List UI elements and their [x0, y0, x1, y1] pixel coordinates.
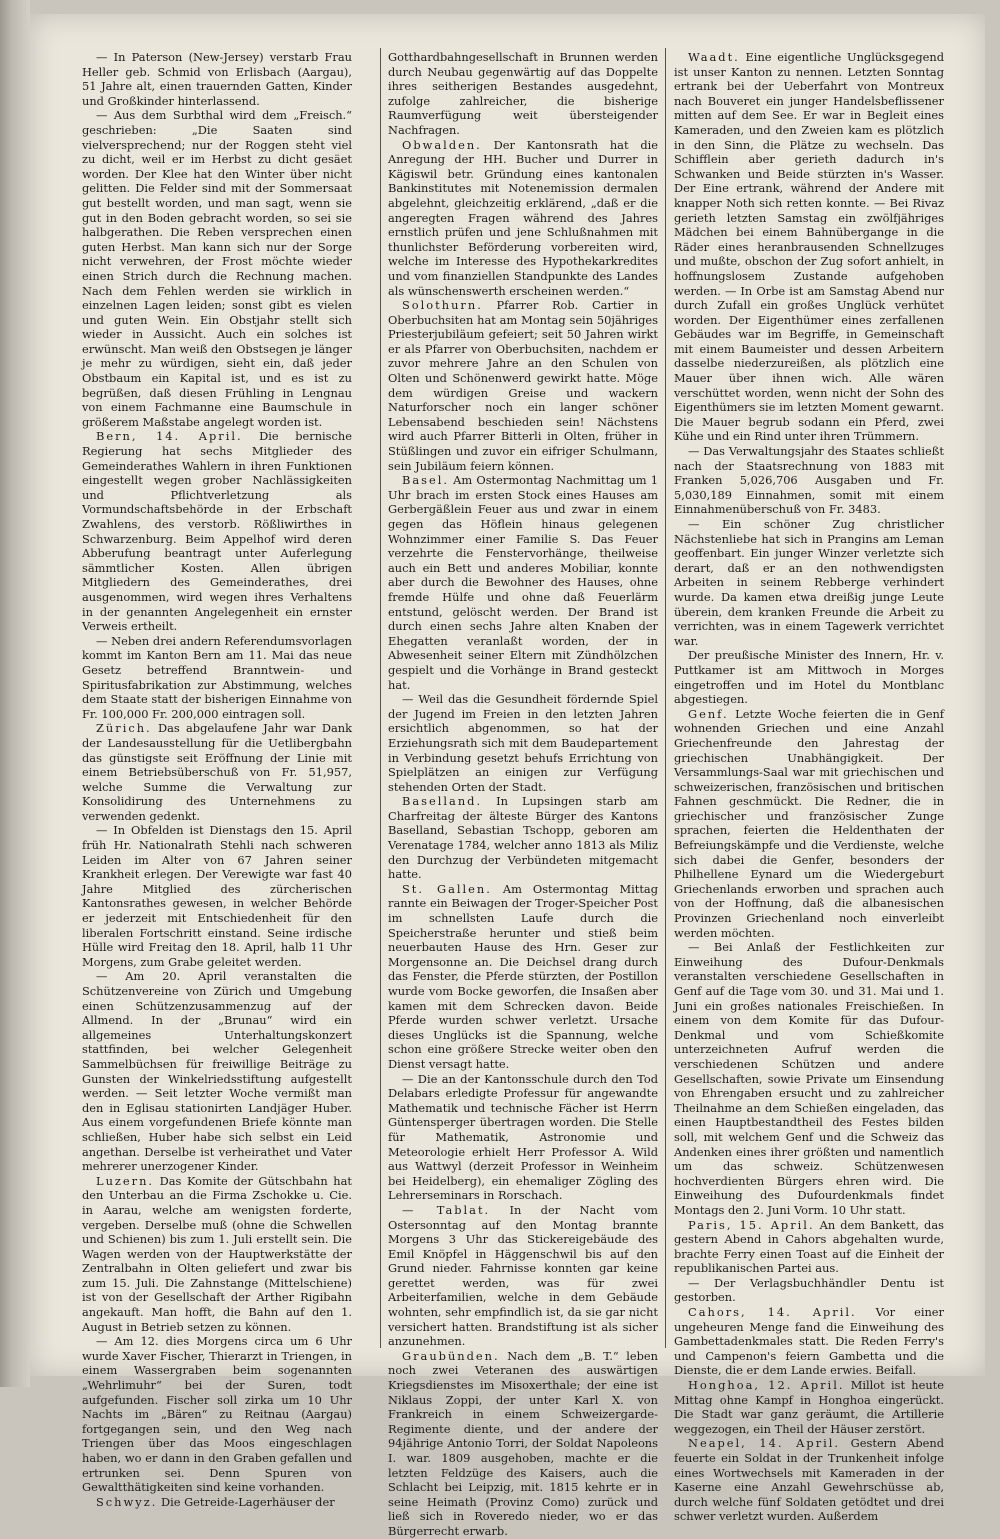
- dateline: Waadt.: [688, 50, 740, 64]
- article-text: Gestern Abend feuerte ein Soldat in der Trunkenheit infolge eines Wortwechsels mit Kameraden in der Kaserne eine Anzahl Gewehrschüsse ab, durch welche fünf Soldaten getödtet und drei schwer verletzt wurden. Außerdem: [674, 1436, 944, 1524]
- article-paragraph: [674, 1305, 944, 1378]
- article-paragraph: [82, 50, 352, 108]
- article-paragraph: [388, 692, 658, 794]
- article-text: — Am 20. April veranstalten die Schützenvereine von Zürich und Umgebung einen Schützenzusammenzug auf der Allmend. In der „Brunau“ wird ein allgemeines Unterhaltungskonzert stattfinden, bei welcher Gelegenheit Sammelbüchsen für freiwillige Beiträge zu Gunsten der Winkelriedsstiftung aufgestellt werden. — Seit letzter Woche vermißt man den in Eglisau stationirten Landjäger Huber. Aus einem vorgefundenen Briefe könnte man schließen, Huber habe sich selbst ein Leid angethan. Derselbe ist verheirathet und Vater mehrerer unerzogener Kinder.: [82, 969, 352, 1174]
- article-text: Das Komite der Gütschbahn hat den Unterbau an die Firma Zschokke u. Cie. in Aarau, welche am wenigsten forderte, vergeben. Derselbe muß (ohne die Schwellen und Schienen) bis zum 1. Juli erstellt sein. Die Wagen werden von der Hauptwerkstätte der Zentralbahn in Olten geliefert und zwar bis zum 15. Juli. Die Zahnstange (Mittelschiene) ist von der Gesellschaft der Arther Rigibahn angekauft. Man hofft, die Bahn auf den 1. August in Betrieb setzen zu können.: [82, 1173, 352, 1334]
- article-text: Der preußische Minister des Innern, Hr. v. Puttkamer ist am Mittwoch in Morges eingetroffen und im Hotel du Montblanc abgestiegen.: [674, 648, 944, 707]
- article-paragraph: [674, 517, 944, 648]
- dateline: Obwalden.: [402, 137, 482, 152]
- article-text: Eine eigentliche Unglücksgegend ist unser Kanton zu nennen. Letzten Sonntag ertrank bei der Ueberfahrt von Montreux nach Bouveret ein junger Handelsbeflissener mitten auf dem See. Er war in Begleit eines Kameraden, und den Zweien kam es plötzlich in den Sinn, die Plätze zu wechseln. Das Schifflein aber gerieth dadurch in's Schwanken und Beide stürzten in's Wasser. Der Eine ertrank, während der Andere mit knapper Noth sich retten konnte. — Bei Rivaz gerieth letzten Samstag ein zwölfjähriges Mädchen bei einem Bahnübergange in die Räder eines heranbrausenden Schnellzuges und mußte, obschon der Zug sofort anhielt, in hoffnungslosem Zustande aufgehoben werden. — In Orbe ist am Samstag Abend nur durch Zufall ein großes Unglück verhütet worden. Der Eigenthümer eines zerfallenen Gebäudes war im Begriffe, in Gemeinschaft mit einem Baumeister und dessen Arbeitern dasselbe niederzureißen, als plötzlich eine Mauer über ihnen wich. Alle wären verschüttet worden, wenn nicht der Sohn des Eigenthümers sie im letzten Moment gewarnt. Die Mauer begrub sodann ein Pferd, zwei Kühe und ein Rind unter ihren Trümmern.: [674, 50, 944, 444]
- article-paragraph: [388, 298, 658, 473]
- article-text: An dem Bankett, das gestern Abend in Cahors abgehalten wurde, brachte Ferry einen Toast auf die Einheit der republikanischen Partei aus.: [674, 1217, 944, 1276]
- article-paragraph: [388, 50, 658, 138]
- article-paragraph: [388, 473, 658, 692]
- article-text: — Neben drei andern Referendumsvorlagen kommt im Kanton Bern am 11. Mai das neue Gesetz betreffend Branntwein- und Spiritusfabrikation zur Abstimmung, welches dem Staate statt der bisherigen Einnahme von Fr. 100,000 Fr. 200,000 eintragen soll.: [82, 633, 352, 721]
- article-paragraph: [388, 882, 658, 1072]
- article-text: Nach dem „B. T.“ leben noch zwei Veteranen des auswärtigen Kriegsdienstes im Misoxerthale; der eine ist Niklaus Zoppi, der unter Karl X. von Frankreich in einem Schweizergarde-Regimente diente, und der andere der 94jährige Antonio Torri, der Soldat Napoleons I. war. 1809 ausgehoben, machte er die letzten Feldzüge des Kaisers, auch die Schlacht bei Leipzig, mit. 1815 kehrte er in seine Heimath (Provinz Como) zurück und ließ sich in Roveredo nieder, wo er das Bürgerrecht erwarb.: [388, 1348, 658, 1538]
- article-paragraph: [82, 108, 352, 429]
- article-text: Das abgelaufene Jahr war Dank der Landesausstellung für die Uetlibergbahn das günstigste seit Eröffnung der Linie mit einem Betriebsüberschuß von Fr. 51,957, welche Summe die Verwaltung zur Konsolidirung des Unternehmens zu verwenden gedenkt.: [82, 721, 352, 823]
- dateline: Luzern.: [96, 1173, 155, 1188]
- article-paragraph: [674, 1276, 944, 1305]
- column-rule: [665, 48, 666, 1348]
- dateline: Schwyz.: [96, 1494, 158, 1509]
- article-paragraph: [82, 1174, 352, 1335]
- column-2: [388, 50, 658, 1538]
- dateline: Cahors, 14. April.: [688, 1305, 857, 1320]
- article-paragraph: [674, 707, 944, 941]
- article-text: — Der Verlagsbuchhändler Dentu ist gestorben.: [674, 1275, 944, 1305]
- article-text: Millot ist heute Mittag ohne Kampf in Honghoa eingerückt. Die Stadt war ganz geräumt, die Artillerie weggezogen, ein Theil der Häuser zerstört.: [674, 1378, 944, 1436]
- article-text: In der Nacht vom Ostersonntag auf den Montag brannte Morgens 3 Uhr das Stickereigebäude des Emil Knöpfel in Häggenschwil bis auf den Grund nieder. Fahrnisse konnten gar keine gerettet werden, was für zwei Arbeiterfamilien, welche in dem Gebäude wohnten, sehr empfindlich ist, da sie gar nicht versichert hatten. Brandstiftung ist als sicher anzunehmen.: [388, 1202, 658, 1349]
- article-text: Die Getreide-Lagerhäuser der: [157, 1494, 335, 1509]
- dateline: Solothurn.: [402, 298, 483, 313]
- article-paragraph: [674, 648, 944, 706]
- article-text: Am Ostermontag Mittag rannte ein Beiwagen der Troger-Speicher Post im schnellsten Laufe durch die Speicherstraße herunter und stieß beim neuerbauten Hause des Hrn. Geser zur Morgensonne an. Die Deichsel drang durch das Fenster, die Pferde stürzten, der Postillon wurde vom Bocke geworfen, die Insaßen aber kamen mit dem Schrecken davon. Beide Pferde wurden schwer verletzt. Ursache dieses Unglücks ist die Spannung, welche schon eine größere Strecke weiter oben den Dienst versagt hatte.: [388, 881, 658, 1071]
- article-paragraph: [674, 444, 944, 517]
- column-rule: [380, 48, 381, 1348]
- article-paragraph: [82, 721, 352, 823]
- article-paragraph: [674, 940, 944, 1217]
- article-paragraph: [82, 1334, 352, 1495]
- article-text: Am Ostermontag Nachmittag um 1 Uhr brach im ersten Stock eines Hauses am Gerbergäßlein Feuer aus und zwar in einem gegen das Höflein hinaus gelegenen Wohnzimmer einer Familie S. Das Feuer verzehrte die Fenstervorhänge, theilweise auch ein Bett und anderes Mobiliar, konnte aber durch die Bewohner des Hauses, ohne fremde Hülfe und ohne daß Feuerlärm entstund, gelöscht werden. Der Brand ist durch einen sechs Jahre alten Knaben der Ehegatten veranlaßt worden, der in Abwesenheit seiner Eltern mit Zündhölzchen gespielt und die Vorhänge in Brand gesteckt hat.: [388, 473, 658, 692]
- column-1: [82, 50, 352, 1509]
- article-text: Pfarrer Rob. Cartier in Oberbuchsiten hat am Montag sein 50jähriges Priesterjubiläum gefeiert; seit 50 Jahren wirkt er als Pfarrer von Oberbuchsiten, nachdem er zuvor mehrere Jahre an den Schulen von Olten und Schönenwerd gewirkt hatte. Möge dem würdigen Greise und wackern Naturforscher noch ein langer schöner Lebensabend beschieden sein! Nächstens wird auch Pfarrer Bitterli in Olten, früher in Stüßlingen und zuvor ein eifriger Schulmann, sein Jubiläum feiern können.: [388, 298, 658, 473]
- dateline: Bern, 14. April.: [96, 429, 243, 444]
- article-paragraph: [674, 1218, 944, 1276]
- article-text: Gotthardbahngesellschaft in Brunnen werden durch Neubau gegenwärtig auf das Doppelte ihres seitherigen Bestandes ausgedehnt, zufolge zahlreicher, die bisherige Raumverfügung weit übersteigender Nachfragen.: [388, 50, 658, 137]
- article-paragraph: [388, 138, 658, 299]
- book-binding-edge: [0, 0, 30, 1387]
- dateline: Basel.: [402, 473, 450, 488]
- article-paragraph: [388, 1072, 658, 1203]
- article-text: Letzte Woche feierten die in Genf wohnenden Griechen und eine Anzahl Griechenfreunde den Jahrestag der griechischen Unabhängigkeit. Der Versammlungs-Saal war mit griechischen und schweizerischen, französischen und britischen Fahnen geschmückt. Die Redner, die in griechischer und französischer Zunge sprachen, feierten die Heldenthaten der Befreiungskämpfe und die Verdienste, welche sich dabei die Genfer, besonders der Philhellene Eynard um die Wiedergeburt Griechenlands erworben und sprachen auch von der Hoffnung, daß die albanesischen Provinzen Griechenland noch einverleibt werden möchten.: [674, 706, 944, 940]
- dateline: Honghoa, 12. April.: [688, 1378, 845, 1393]
- article-paragraph: [674, 1436, 944, 1524]
- article-paragraph: [674, 50, 944, 444]
- article-paragraph: [388, 1203, 658, 1349]
- article-text: Die bernische Regierung hat sechs Mitglieder des Gemeinderathes Wahlern in ihren Funktionen eingestellt wegen grober Nachlässigkeiten und Pflichtverletzung als Vormundschaftsbehörde in der Erbschaft Zwahlens, des verstorb. Rößliwirthes in Schwarzenburg. Beim Appelhof wird deren Abberufung beantragt unter Auferlegung sämmtlicher Kosten. Allen übrigen Mitgliedern des Gemeinderathes, drei ausgenommen, wird wegen ihres Verhaltens in der genannten Angelegenheit ein ernster Verweis ertheilt.: [82, 429, 352, 634]
- article-paragraph: [674, 1378, 944, 1436]
- dateline: — Tablat.: [402, 1202, 491, 1217]
- dateline: Neapel, 14. April.: [688, 1436, 841, 1451]
- dateline: Graubünden.: [402, 1348, 500, 1363]
- article-text: Der Kantonsrath hat die Anregung der HH. Bucher und Durrer in Kägiswil betr. Gründung eines kantonalen Bankinstitutes mit Notenemission dermalen abgelehnt, gleichzeitig erklärend, „daß er die angeregten Fragen während des Jahres ernstlich prüfen und jene Schlußnahmen mit thunlichster Beförderung vorbereiten wird, welche im Interesse des Hypothekarkredites und vom finanziellen Standpunkte des Landes als wünschenswerth erscheinen werden.“: [388, 137, 658, 298]
- article-text: — In Paterson (New-Jersey) verstarb Frau Heller geb. Schmid von Erlisbach (Aargau), 51 Jahre alt, einen trauernden Gatten, Kinder und Großkinder hinterlassend.: [82, 50, 352, 108]
- article-paragraph: [82, 429, 352, 633]
- article-text: Vor einer ungeheuren Menge fand die Einweihung des Gambettadenkmales statt. Die Reden Ferry's und Campenon's feiern Gambetta und die Dienste, die er dem Lande erwies. Beifall.: [674, 1305, 944, 1378]
- article-paragraph: [82, 634, 352, 722]
- article-text: — Die an der Kantonsschule durch den Tod Delabars erledigte Professur für angewandte Mathematik und technische Fächer ist Herrn Güntensperger übertragen worden. Die Stelle für Mathematik, Astronomie und Meteorologie erhielt Herr Professor A. Wild aus Wattwyl (derzeit Professor in Weinheim bei Heidelberg), ein ehemaliger Zögling des Lehrerseminars in Rorschach.: [388, 1071, 658, 1203]
- article-paragraph: [82, 969, 352, 1173]
- dateline: Zürich.: [96, 721, 152, 736]
- column-3: [674, 50, 944, 1524]
- dateline: Genf.: [688, 706, 729, 721]
- article-text: — Ein schöner Zug christlicher Nächstenliebe hat sich in Prangins am Leman geoffenbart. Ein junger Winzer verletzte sich derart, daß er an den nothwendigsten Arbeiten in seinem Rebberge verhindert wurde. Da kamen etwa dreißig junge Leute überein, dem kranken Freunde die Arbeit zu verrichten, was in einem Tagewerk verrichtet war.: [674, 517, 944, 648]
- article-paragraph: [82, 1495, 352, 1510]
- article-text: — Aus dem Surbthal wird dem „Freisch.“ geschrieben: „Die Saaten sind vielversprechend; nur der Roggen steht viel zu dicht, weil er im Herbst zu dicht gesäet worden. Der Klee hat den Winter über nicht gelitten. Die Felder sind mit der Sommersaat gut bestellt worden, und man sagt, wenn sie gut in den Boden gebracht worden, so sei sie halbgerathen. Die Reben versprechen einen guten Herbst. Man kann sich nur der Sorge nicht verwehren, der Frost möchte wieder einen Strich durch die Rechnung machen. Nach dem Fehlen werden sie wirklich in einzelnen Lagen leiden; sonst gibt es vielen und guten Wein. Ein Obstjahr stellt sich wieder in Aussicht. Auch ein solches ist erwünscht. Man weiß den Obstsegen je länger je mehr zu würdigen, sieht ein, daß jeder Obstbaum ein Kapital ist, und es ist zu begrüßen, daß diesen Frühling in Lengnau von einem Fachmanne eine Baumschule in größerem Maßstabe angelegt worden ist.: [82, 108, 352, 429]
- article-paragraph: [82, 823, 352, 969]
- article-text: — Bei Anlaß der Festlichkeiten zur Einweihung des Dufour-Denkmals veranstalten verschiedene Gesellschaften in Genf auf die Tage vom 30. und 31. Mai und 1. Juni ein großes nationales Freischießen. In einem von dem Komite für das Dufour-Denkmal und vom Schießkomite unterzeichneten Aufruf werden die verschiedenen Schützen und andere Gesellschaften, sowie Private um Einsendung von Ehrengaben ersucht und zu zahlreicher Theilnahme an dem Schießen eingeladen, das einen Hauptbestandtheil des Festes bilden soll, mit welchem Genf und die Schweiz das Andenken eines ihrer größten und namentlich um das schweiz. Schützenwesen hochverdienten Bürgers ehren wird. Die Einweihung des Dufourdenkmals findet Montags den 2. Juni Vorm. 10 Uhr statt.: [674, 940, 944, 1217]
- article-text: In Lupsingen starb am Charfreitag der älteste Bürger des Kantons Baselland, Sebastian Tschopp, geboren am Verenatage 1784, welcher anno 1813 als Miliz den Durchzug der Verbündeten mitgemacht hatte.: [388, 794, 658, 882]
- article-paragraph: [388, 1349, 658, 1539]
- article-text: — Das Verwaltungsjahr des Staates schließt nach der Staatsrechnung von 1883 mit Franken 5,026,706 Ausgaben und Fr. 5,030,189 Einnahmen, somit mit einem Einnahmenüberschuß von Fr. 3483.: [674, 444, 944, 517]
- dateline: Baselland.: [402, 794, 483, 809]
- article-text: — In Obfelden ist Dienstags den 15. April früh Hr. Nationalrath Stehli nach schweren Leiden im Alter von 67 Jahren seiner Krankheit erlegen. Der Verewigte war fast 40 Jahre Mitglied des zürcherischen Kantonsrathes gewesen, in welcher Behörde er jederzeit mit Entschiedenheit für den liberalen Fortschritt einstand. Seine irdische Hülle wird Freitag den 18. April, halb 11 Uhr Morgens, zum Grabe geleitet werden.: [82, 823, 352, 969]
- dateline: Paris, 15. April.: [688, 1217, 815, 1232]
- article-text: — Am 12. dies Morgens circa um 6 Uhr wurde Xaver Fischer, Thierarzt in Triengen, in einem Wassergraben beim sogenannten „Wehrlimuhr“ bei der Suren, todt aufgefunden. Fischer soll zirka um 10 Uhr Nachts im „Bären“ zu Reitnau (Aargau) fortgegangen sein, und den Weg nach Triengen über das Moos eingeschlagen haben, wo er dann in den Graben gefallen und ertrunken sei. Denn Spuren von Gewaltthätigkeiten sind keine vorhanden.: [82, 1334, 352, 1495]
- article-text: — Weil das die Gesundheit fördernde Spiel der Jugend im Freien in den letzten Jahren ersichtlich abgenommen, so hat der Erziehungsrath sich mit dem Baudepartement in Verbindung gesetzt behufs Errichtung von Spielplätzen an einigen zur Verfügung stehenden Orten der Stadt.: [388, 692, 658, 794]
- article-paragraph: [388, 794, 658, 882]
- dateline: St. Gallen.: [402, 881, 492, 896]
